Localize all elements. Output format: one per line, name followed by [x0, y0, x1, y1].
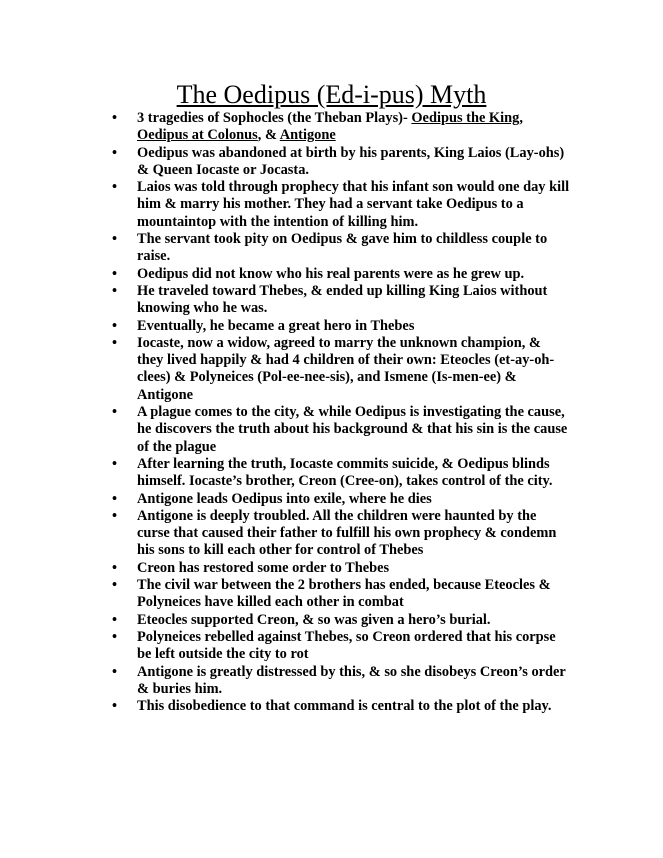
- list-item: [112, 404, 570, 456]
- item-text: 3 tragedies of Sophocles (the Theban Plays)-: [137, 110, 412, 126]
- bullet-icon: •: [112, 490, 118, 507]
- play-title-oedipus-the-king: Oedipus the King: [411, 110, 520, 126]
- list-item: [112, 698, 570, 715]
- list-item: [112, 508, 570, 560]
- item-text: Antigone leads Oedipus into exile, where he dies: [137, 490, 432, 507]
- list-item: [112, 491, 570, 508]
- bullet-icon: •: [112, 282, 118, 299]
- item-text: A plague comes to the city, & while Oedipus is investigating the cause, he discovers the truth about his background & that his sin is the cause of the plague: [137, 404, 568, 455]
- list-item: [112, 318, 570, 335]
- list-item: [112, 664, 570, 699]
- item-separator: ,: [519, 110, 523, 126]
- play-title-antigone: Antigone: [279, 127, 336, 144]
- bullet-icon: •: [112, 611, 118, 628]
- item-separator: , &: [257, 127, 280, 144]
- bullet-list: [112, 110, 570, 715]
- list-item: [112, 110, 570, 145]
- bullet-icon: •: [112, 317, 118, 334]
- item-text: Polyneices rebelled against Thebes, so Creon ordered that his corpse be left outside the city to rot: [137, 628, 556, 663]
- item-text: Eteocles supported Creon, & so was given a hero’s burial.: [137, 611, 491, 628]
- list-item: [112, 335, 570, 404]
- bullet-icon: •: [112, 110, 118, 126]
- item-text: Antigone is deeply troubled. All the children were haunted by the curse that caused their father to fulfill his own prophecy & condemn his sons to kill each other for control of Thebes: [137, 507, 557, 559]
- item-text: Oedipus was abandoned at birth by his parents, King Laios (Lay-ohs) & Queen Iocaste or Jocasta.: [137, 144, 565, 178]
- list-item: [112, 283, 570, 318]
- list-item: [112, 629, 570, 664]
- bullet-icon: •: [112, 265, 118, 282]
- list-item: [112, 577, 570, 612]
- list-item: [112, 560, 570, 577]
- list-item: [112, 266, 570, 283]
- item-text: He traveled toward Thebes, & ended up killing King Laios without knowing who he was.: [137, 282, 548, 317]
- bullet-icon: •: [112, 179, 118, 196]
- list-item: [112, 145, 570, 180]
- item-text: Eventually, he became a great hero in Thebes: [137, 317, 415, 334]
- bullet-icon: •: [112, 144, 118, 161]
- item-text: Laios was told through prophecy that his infant son would one day kill him & marry his mother. They had a servant take Oedipus to a mountaintop with the intention of killing him.: [137, 179, 570, 230]
- bullet-icon: •: [112, 455, 118, 472]
- bullet-icon: •: [112, 698, 118, 715]
- list-item: [112, 231, 570, 266]
- list-item: [112, 179, 570, 231]
- play-title-oedipus-at-colonus: Oedipus at Colonus: [137, 127, 258, 144]
- bullet-icon: •: [112, 577, 118, 594]
- bullet-icon: •: [112, 663, 118, 680]
- bullet-icon: •: [112, 334, 118, 351]
- bullet-icon: •: [112, 507, 118, 524]
- bullet-icon: •: [112, 628, 118, 645]
- list-item: [112, 456, 570, 491]
- item-text: Antigone is greatly distressed by this, & so she disobeys Creon’s order & buries him.: [137, 663, 566, 697]
- item-text: Iocaste, now a widow, agreed to marry the unknown champion, & they lived happily & had 4 children of their own: Eteocles (et-ay-oh-clees) & Polyneices (Pol-ee-nee-sis), and Ismene (Is-men-ee) & Antigone: [137, 334, 555, 403]
- bullet-icon: •: [112, 559, 118, 576]
- item-text: After learning the truth, Iocaste commits suicide, & Oedipus blinds himself. Iocaste’s brother, Creon (Cree-on), takes control of the city.: [137, 455, 553, 490]
- bullet-icon: •: [112, 231, 118, 248]
- page-title: The Oedipus (Ed-i-pus) Myth: [176, 80, 487, 109]
- item-text: Oedipus did not know who his real parents were as he grew up.: [137, 265, 525, 282]
- item-text: The servant took pity on Oedipus & gave him to childless couple to raise.: [137, 231, 548, 265]
- list-item: [112, 612, 570, 629]
- item-text: Creon has restored some order to Thebes: [137, 559, 390, 576]
- bullet-icon: •: [112, 404, 118, 421]
- item-text: This disobedience to that command is central to the plot of the play.: [137, 698, 552, 715]
- item-text: The civil war between the 2 brothers has ended, because Eteocles & Polyneices have killed each other in combat: [137, 577, 551, 611]
